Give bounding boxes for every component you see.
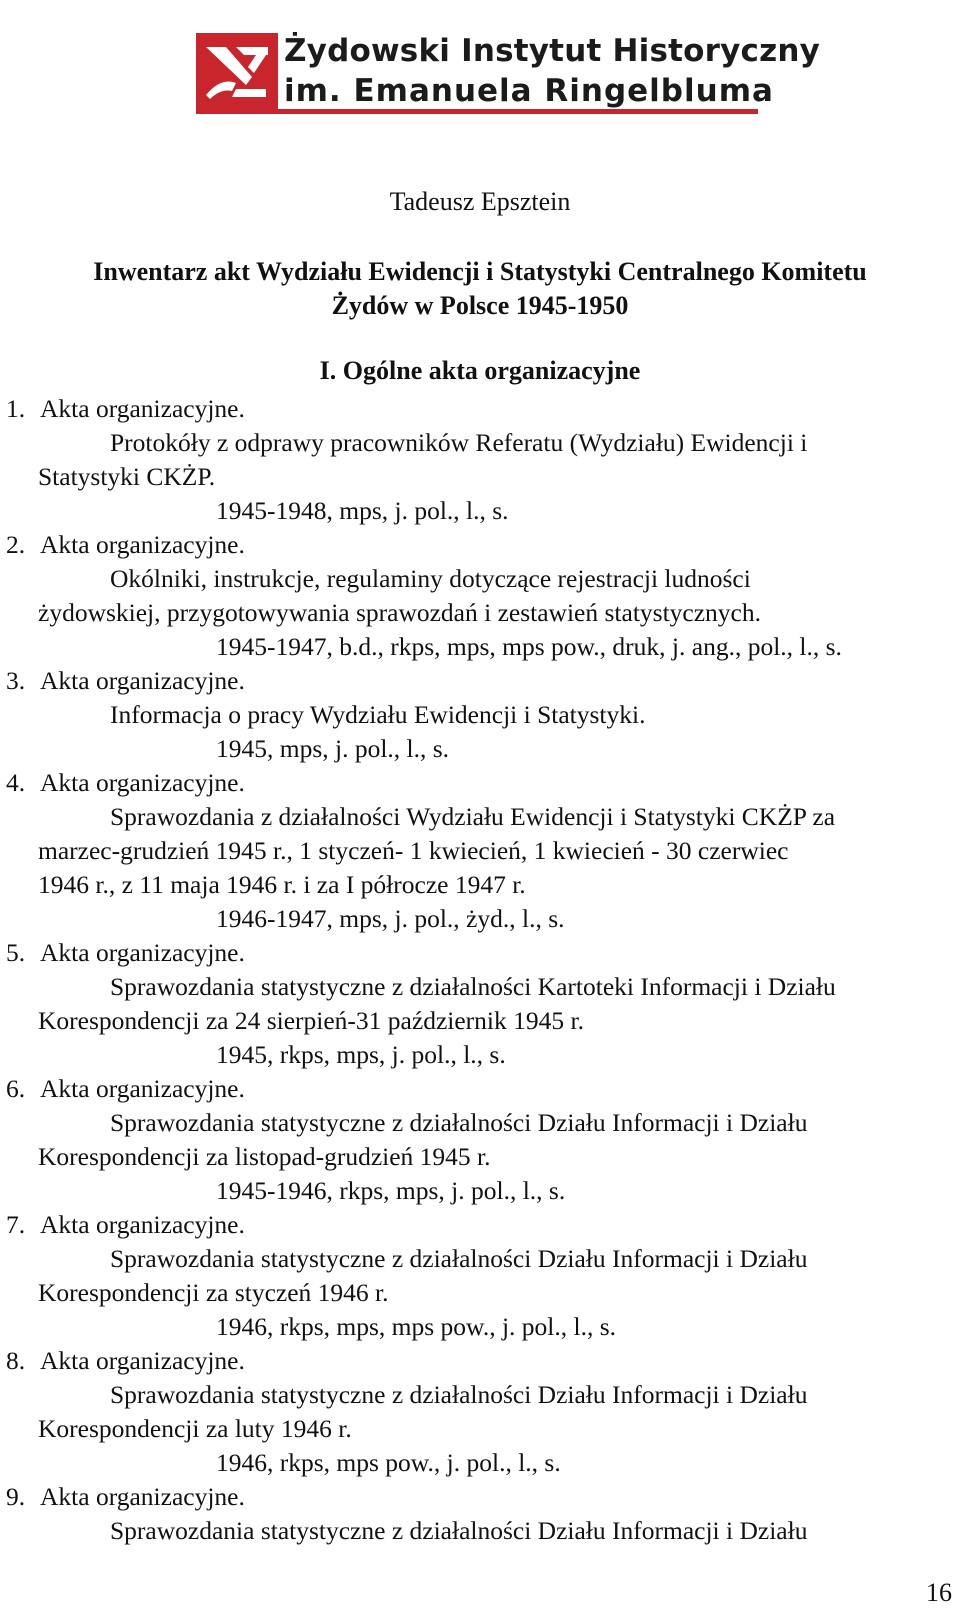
- entry-metadata: 1945, rkps, mps, j. pol., l., s.: [216, 1040, 506, 1069]
- logo-emblem-icon: [196, 33, 278, 113]
- entry-label: Akta organizacyjne.: [40, 938, 245, 967]
- entry-description: Protokóły z odprawy pracowników Referatu (Wydziału) Ewidencji i: [110, 428, 808, 457]
- entry-header: [0, 1208, 960, 1242]
- title-line-1: Inwentarz akt Wydziału Ewidencji i Statystyki Centralnego Komitetu: [93, 257, 867, 286]
- entry-metadata: 1946-1947, mps, j. pol., żyd., l., s.: [216, 904, 565, 933]
- logo-text: [284, 31, 820, 111]
- page-number: 16: [926, 1578, 952, 1607]
- title-line-2: Żydów w Polsce 1945-1950: [331, 291, 629, 320]
- entry-label: Akta organizacyjne.: [40, 768, 245, 797]
- entry-description: Sprawozdania statystyczne z działalności Działu Informacji i Działu: [110, 1380, 808, 1409]
- entry-label: Akta organizacyjne.: [40, 530, 245, 559]
- entry-label: Akta organizacyjne.: [40, 1074, 245, 1103]
- institute-logo: [196, 33, 821, 115]
- entry-description-continued: Korespondencji za luty 1946 r.: [38, 1414, 352, 1443]
- entry-description: Sprawozdania statystyczne z działalności Działu Informacji i Działu: [110, 1516, 808, 1545]
- entry-number: 8.: [6, 1346, 26, 1375]
- entry-description-continued: marzec-grudzień 1945 r., 1 styczeń- 1 kwiecień, 1 kwiecień - 30 czerwiec: [38, 836, 789, 865]
- entry-number: 6.: [6, 1074, 26, 1103]
- list-item: [0, 664, 960, 766]
- list-item: [0, 1072, 960, 1208]
- entry-metadata: 1945-1948, mps, j. pol., l., s.: [216, 496, 509, 525]
- entry-metadata: 1945-1946, rkps, mps, j. pol., l., s.: [216, 1176, 566, 1205]
- list-item: [0, 766, 960, 936]
- list-item: [0, 1344, 960, 1480]
- entry-description: Okólniki, instrukcje, regulaminy dotyczące rejestracji ludności: [110, 564, 751, 593]
- document-title: [20, 255, 940, 323]
- entry-number: 7.: [6, 1210, 26, 1239]
- entry-metadata: 1946, rkps, mps pow., j. pol., l., s.: [216, 1448, 561, 1477]
- entry-number: 3.: [6, 666, 26, 695]
- entry-number: 2.: [6, 530, 26, 559]
- entry-header: [0, 936, 960, 970]
- section-heading: I. Ogólne akta organizacyjne: [319, 356, 641, 385]
- entry-header: [0, 766, 960, 800]
- entry-metadata: 1945, mps, j. pol., l., s.: [216, 734, 450, 763]
- entry-header: [0, 1344, 960, 1378]
- entry-label: Akta organizacyjne.: [40, 394, 245, 423]
- list-item: [0, 936, 960, 1072]
- entry-metadata: 1946, rkps, mps, mps pow., j. pol., l., s.: [216, 1312, 616, 1341]
- entry-header: [0, 1480, 960, 1514]
- entry-number: 5.: [6, 938, 26, 967]
- entry-header: [0, 1072, 960, 1106]
- entry-header: [0, 528, 960, 562]
- entry-description-continued: Korespondencji za 24 sierpień-31 październik 1945 r.: [38, 1006, 584, 1035]
- entry-label: Akta organizacyjne.: [40, 1482, 245, 1511]
- entry-label: Akta organizacyjne.: [40, 1346, 245, 1375]
- entry-label: Akta organizacyjne.: [40, 666, 245, 695]
- list-item: [0, 1480, 960, 1548]
- entry-description: Informacja o pracy Wydziału Ewidencji i Statystyki.: [110, 700, 646, 729]
- entry-number: 1.: [6, 394, 26, 423]
- entry-description: Sprawozdania statystyczne z działalności Działu Informacji i Działu: [110, 1244, 808, 1273]
- entry-description-continued: Korespondencji za styczeń 1946 r.: [38, 1278, 389, 1307]
- entry-description: Sprawozdania z działalności Wydziału Ewidencji i Statystyki CKŻP za: [110, 802, 836, 831]
- entry-description-continued: Korespondencji za listopad-grudzień 1945 r.: [38, 1142, 491, 1171]
- entry-description: Sprawozdania statystyczne z działalności Działu Informacji i Działu: [110, 1108, 808, 1137]
- list-item: [0, 528, 960, 664]
- entry-metadata: 1945-1947, b.d., rkps, mps, mps pow., druk, j. ang., pol., l., s.: [216, 632, 842, 661]
- entry-header: [0, 664, 960, 698]
- logo-line-2: im. Emanuela Ringelbluma: [284, 73, 774, 109]
- entry-description-continued: żydowskiej, przygotowywania sprawozdań i zestawień statystycznych.: [38, 598, 761, 627]
- logo-underline: [196, 109, 758, 114]
- entry-number: 9.: [6, 1482, 26, 1511]
- entry-description-continued: Statystyki CKŻP.: [38, 462, 216, 491]
- entry-description: Sprawozdania statystyczne z działalności Kartoteki Informacji i Działu: [110, 972, 836, 1001]
- logo-line-1: Żydowski Instytut Historyczny: [284, 33, 821, 69]
- entry-header: [0, 392, 960, 426]
- list-item: [0, 392, 960, 528]
- entry-label: Akta organizacyjne.: [40, 1210, 245, 1239]
- list-item: [0, 1208, 960, 1344]
- entry-number: 4.: [6, 768, 26, 797]
- entries-list: [0, 392, 960, 1548]
- author: Tadeusz Epsztein: [389, 187, 571, 216]
- entry-description-continued: 1946 r., z 11 maja 1946 r. i za I półrocze 1947 r.: [38, 870, 526, 899]
